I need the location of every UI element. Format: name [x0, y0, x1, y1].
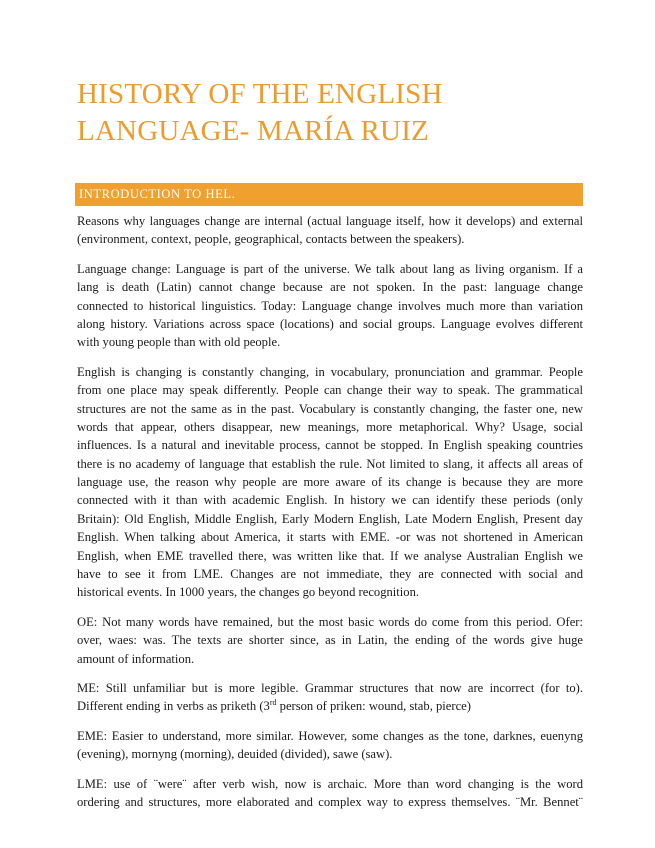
paragraph-me [77, 679, 583, 716]
text-line: English, when EME travelled there, was written like that. If we analyse Australian English we [77, 548, 583, 563]
text-line: Britain): Old English, Middle English, Early Modern English, Late Modern English, Present day [77, 511, 583, 526]
section-heading-bar [75, 183, 583, 206]
text-line: with young people than with old people. [77, 335, 281, 350]
text-line: English is changing is constantly changing, in vocabulary, pronunciation and grammar. People [77, 364, 583, 379]
title-line-1: HISTORY OF THE ENGLISH [77, 78, 443, 110]
text-line: over, waes: was. The texts are shorter since, as in Latin, the ending of the words give huge [77, 633, 583, 648]
text-line: English. When talking about America, it starts with EME. -or was not shortened in American [77, 530, 583, 545]
text-line [77, 697, 583, 715]
text-line: EME: Easier to understand, more similar. However, some changes as the tone, darknes, euenyng [77, 728, 583, 743]
text-line: from one place may speak differently. People can change their way to speak. The grammatical [77, 383, 583, 398]
document-title [77, 76, 597, 150]
text-line: words that appear, others disappear, new meanings, more metaphorical. Why? Usage, social [77, 419, 583, 434]
text-line: have to see it from LME. Changes are not immediate, they are connected with social and [77, 567, 583, 582]
text-line: LME: use of ¨were¨ after verb wish, now is archaic. More than word changing is the word [77, 776, 583, 791]
paragraph-oe [77, 613, 583, 668]
text-line: (evening), mornyng (morning), deuided (divided), sawe (saw). [77, 747, 393, 762]
text-line: influences. Is a natural and inevitable process, cannot be stopped. In English speaking countries [77, 438, 583, 453]
text-line: Reasons why languages change are internal (actual language itself, how it develops) and external [77, 214, 583, 228]
text-line: (environment, context, people, geographical, contacts between the speakers). [77, 232, 465, 247]
text-line: language use, the reason why people are more aware of its change is because they are more [77, 475, 583, 490]
paragraph-eme [77, 727, 583, 764]
text-line: structures are not the same as in the past. Vocabulary is constantly changing, the faster one, new [77, 401, 583, 416]
text-line: there is no academy of language that establish the rule. Not limited to slang, it affects all areas of [77, 456, 583, 471]
text-segment: person of priken: wound, stab, pierce) [276, 699, 471, 714]
title-line-2: LANGUAGE- MARÍA RUIZ [77, 115, 429, 147]
text-line: Language change: Language is part of the universe. We talk about lang as living organism. If a [77, 261, 583, 276]
text-line: lang is death (Latin) cannot change because are not spoken. In the past: language change [77, 280, 583, 295]
section-heading-text: INTRODUCTION TO HEL. [79, 187, 236, 201]
paragraph-lme [77, 775, 583, 812]
superscript-ordinal: rd [269, 698, 277, 708]
paragraph-english-changing [77, 363, 583, 602]
text-line: along history. Variations across space (locations) and social groups. Language evolves different [77, 316, 583, 331]
text-line: connected with it than with academic English. In history we can identify these periods (only [77, 493, 583, 508]
document-body [77, 212, 583, 822]
text-line: ME: Still unfamiliar but is more legible. Grammar structures that now are incorrect (for to). [77, 680, 583, 695]
paragraph-reasons [77, 212, 583, 249]
text-line: historical events. In 1000 years, the changes go beyond recognition. [77, 585, 420, 600]
text-line: amount of information. [77, 651, 195, 666]
text-line: OE: Not many words have remained, but the most basic words do come from this period. Ofer: [77, 614, 583, 629]
text-line: ordering and structures, more elaborated and complex way to express themselves. ¨Mr. Bennet¨ [77, 794, 583, 809]
text-line: connected to historical linguistics. Today: Language change involves much more than variation [77, 298, 583, 313]
text-segment: Different ending in verbs as priketh (3 [77, 699, 270, 714]
paragraph-language-change [77, 260, 583, 352]
